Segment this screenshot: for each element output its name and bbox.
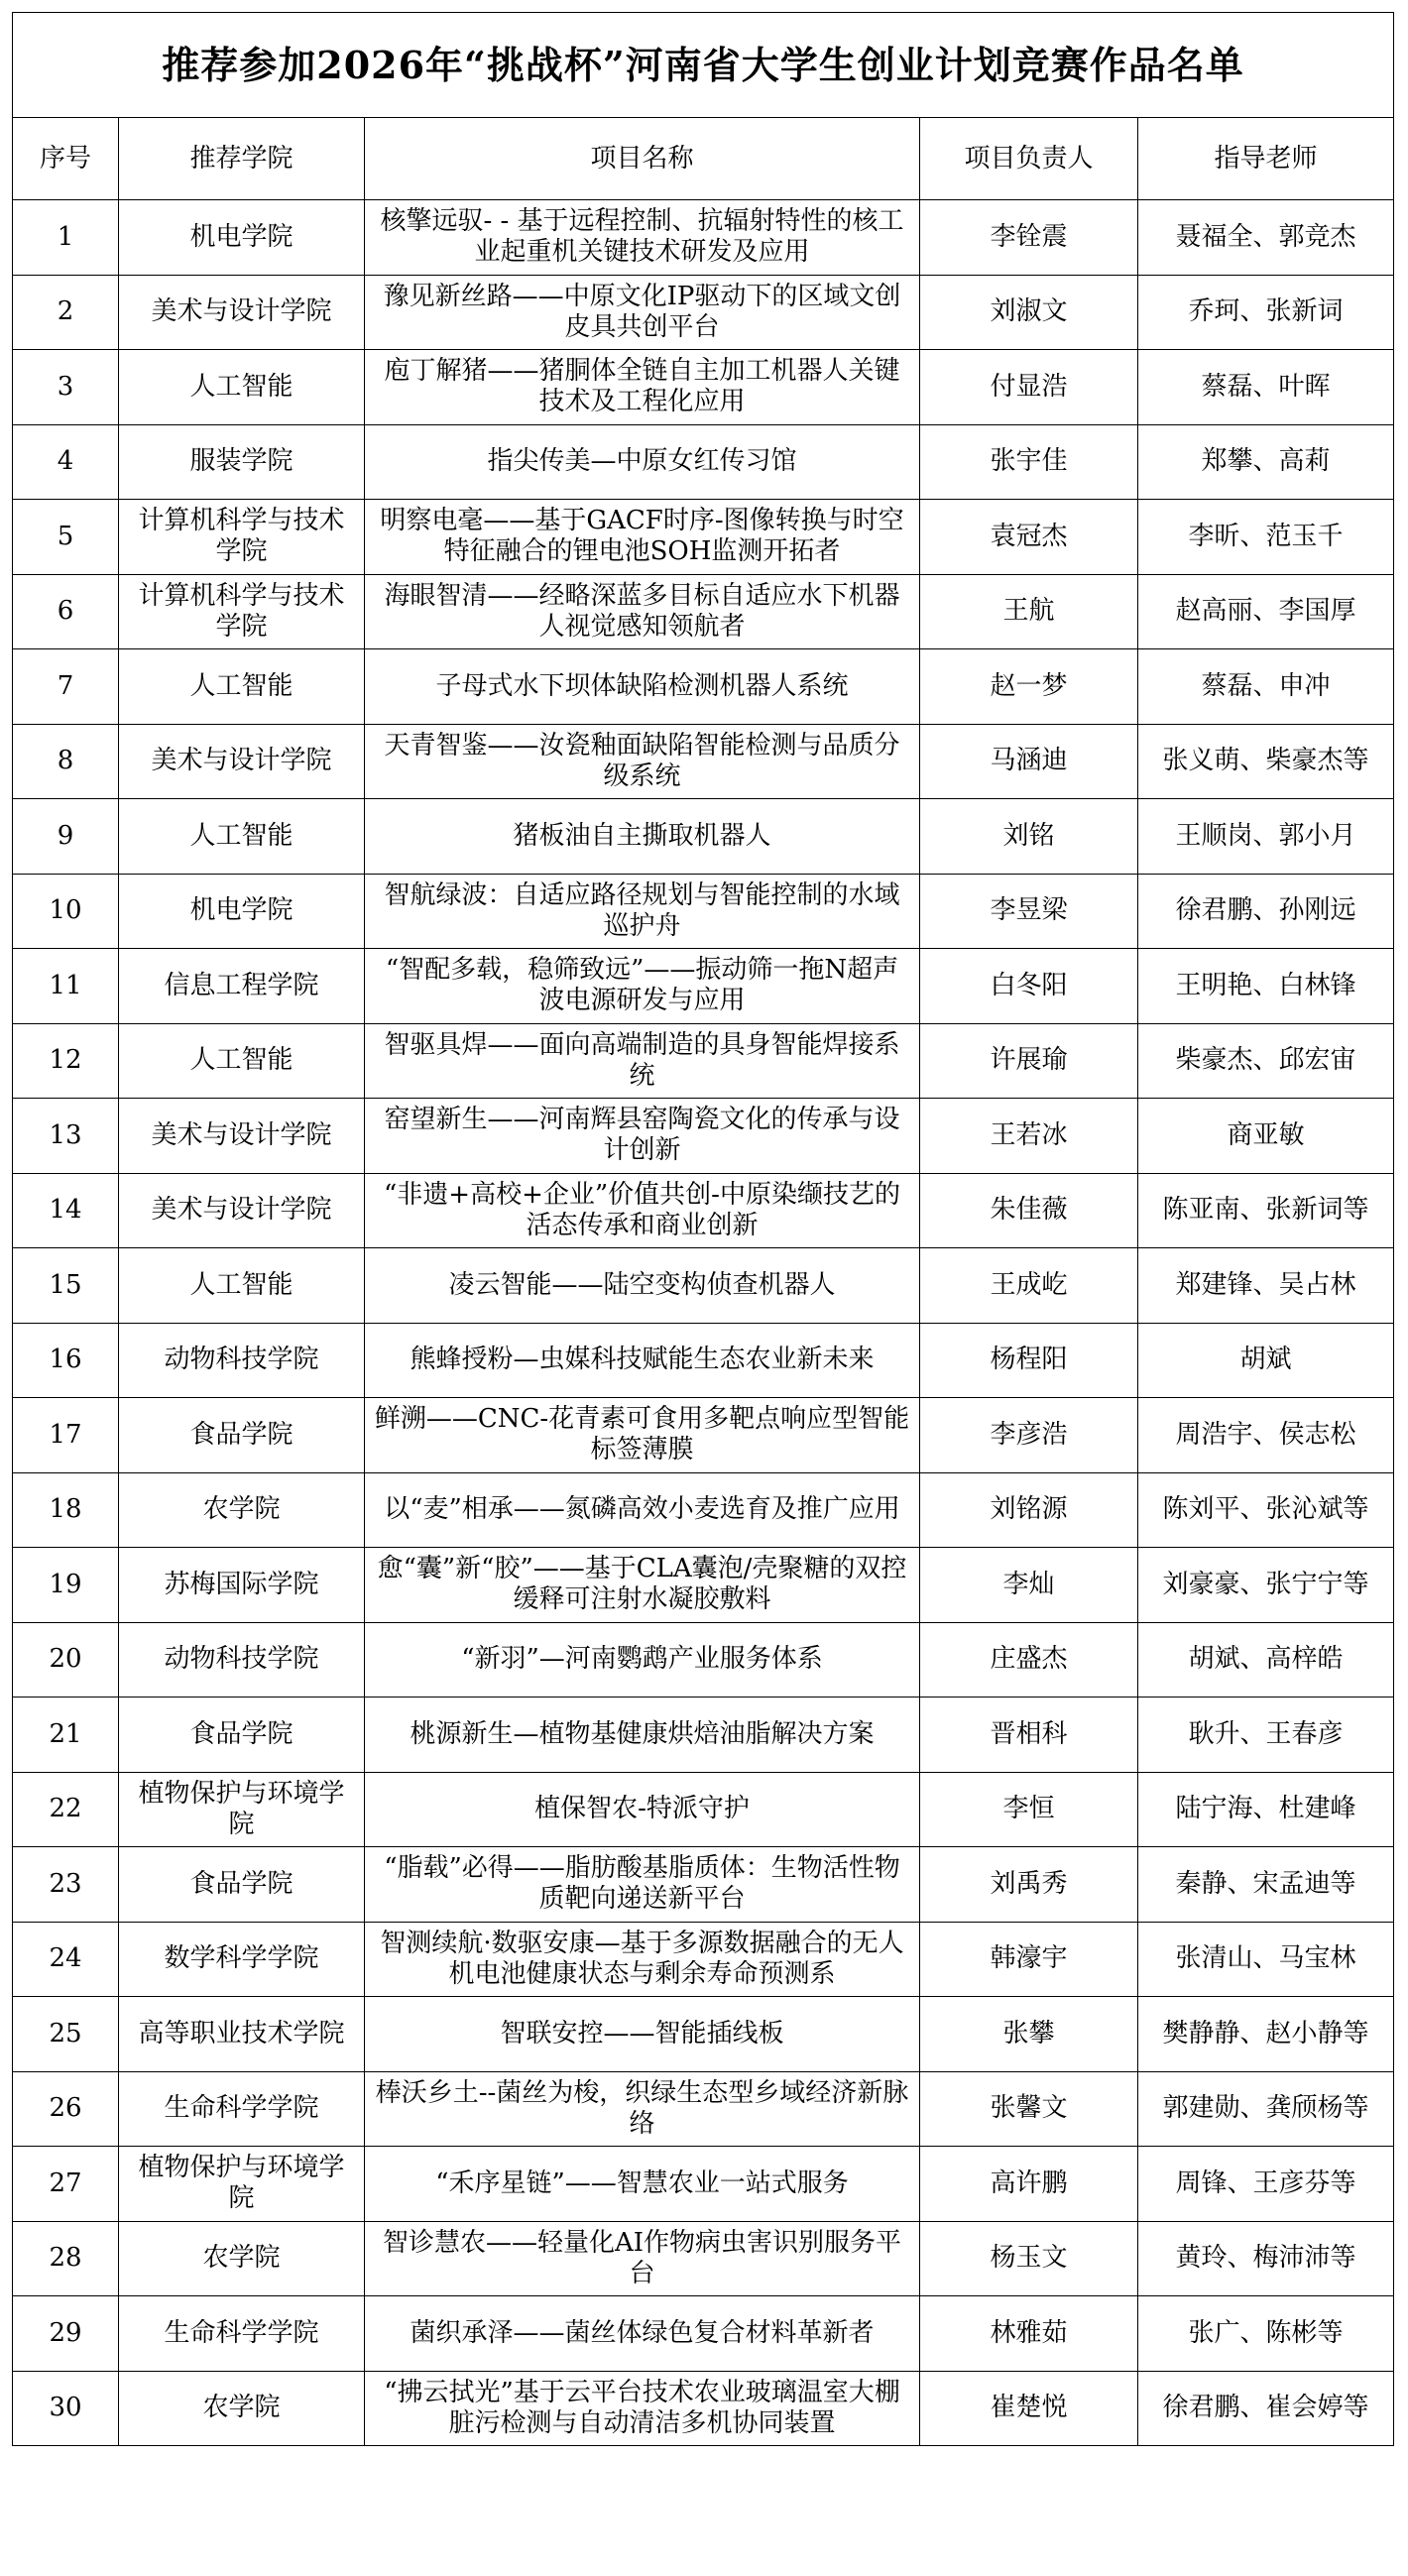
cell-project: “禾序星链”——智慧农业一站式服务	[365, 2147, 920, 2222]
cell-project: 熊蜂授粉—虫媒科技赋能生态农业新未来	[365, 1323, 920, 1398]
cell-project: “新羽”—河南鹦鹉产业服务体系	[365, 1622, 920, 1698]
cell-leader: 赵一梦	[920, 649, 1138, 725]
cell-advisor: 商亚敏	[1138, 1099, 1394, 1174]
cell-no: 8	[13, 724, 119, 799]
cell-college: 动物科技学院	[119, 1323, 365, 1398]
cell-no: 13	[13, 1099, 119, 1174]
table-row	[13, 1922, 1394, 1997]
cell-college: 计算机科学与技术学院	[119, 574, 365, 649]
cell-project: 猪板油自主撕取机器人	[365, 799, 920, 875]
cell-leader: 刘铭	[920, 799, 1138, 875]
cell-project: 以“麦”相承——氮磷高效小麦选育及推广应用	[365, 1472, 920, 1548]
cell-college: 高等职业技术学院	[119, 1997, 365, 2072]
cell-leader: 庄盛杰	[920, 1622, 1138, 1698]
cell-advisor: 王明艳、白林锋	[1138, 949, 1394, 1024]
cell-college: 美术与设计学院	[119, 275, 365, 350]
cell-leader: 李彦浩	[920, 1398, 1138, 1473]
table-row	[13, 1548, 1394, 1623]
cell-leader: 张攀	[920, 1997, 1138, 2072]
table-row	[13, 949, 1394, 1024]
cell-no: 4	[13, 424, 119, 500]
cell-no: 23	[13, 1847, 119, 1923]
cell-no: 16	[13, 1323, 119, 1398]
cell-advisor: 张义萌、柴豪杰等	[1138, 724, 1394, 799]
cell-leader: 李恒	[920, 1772, 1138, 1847]
cell-project: 庖丁解猪——猪胴体全链自主加工机器人关键技术及工程化应用	[365, 350, 920, 425]
cell-advisor: 胡斌	[1138, 1323, 1394, 1398]
cell-no: 26	[13, 2071, 119, 2147]
cell-no: 2	[13, 275, 119, 350]
cell-no: 20	[13, 1622, 119, 1698]
cell-advisor: 蔡磊、申冲	[1138, 649, 1394, 725]
cell-project: 明察电毫——基于GACF时序-图像转换与时空特征融合的锂电池SOH监测开拓者	[365, 500, 920, 575]
cell-project: “智配多载，稳筛致远”——振动筛一拖N超声波电源研发与应用	[365, 949, 920, 1024]
cell-advisor: 陆宁海、杜建峰	[1138, 1772, 1394, 1847]
cell-college: 人工智能	[119, 1023, 365, 1099]
cell-college: 人工智能	[119, 1248, 365, 1324]
cell-project: 桃源新生—植物基健康烘焙油脂解决方案	[365, 1698, 920, 1773]
cell-college: 机电学院	[119, 200, 365, 276]
cell-advisor: 樊静静、赵小静等	[1138, 1997, 1394, 2072]
table-row	[13, 1323, 1394, 1398]
cell-project: “拂云拭光”基于云平台技术农业玻璃温室大棚脏污检测与自动清洁多机协同装置	[365, 2371, 920, 2446]
table-row	[13, 1099, 1394, 1174]
cell-college: 计算机科学与技术学院	[119, 500, 365, 575]
cell-advisor: 胡斌、高梓皓	[1138, 1622, 1394, 1698]
cell-leader: 高许鹏	[920, 2147, 1138, 2222]
cell-advisor: 赵高丽、李国厚	[1138, 574, 1394, 649]
cell-leader: 白冬阳	[920, 949, 1138, 1024]
page-title: 推荐参加2026年“挑战杯”河南省大学生创业计划竞赛作品名单	[13, 13, 1394, 118]
cell-advisor: 徐君鹏、孙刚远	[1138, 874, 1394, 949]
column-header-project: 项目名称	[365, 118, 920, 200]
table-row	[13, 2071, 1394, 2147]
cell-no: 17	[13, 1398, 119, 1473]
cell-college: 植物保护与环境学院	[119, 2147, 365, 2222]
table-row	[13, 1173, 1394, 1248]
cell-college: 农学院	[119, 2221, 365, 2296]
table-row	[13, 500, 1394, 575]
cell-project: 凌云智能——陆空变构侦查机器人	[365, 1248, 920, 1324]
cell-advisor: 乔珂、张新词	[1138, 275, 1394, 350]
cell-college: 美术与设计学院	[119, 1099, 365, 1174]
cell-leader: 张馨文	[920, 2071, 1138, 2147]
cell-leader: 王航	[920, 574, 1138, 649]
table-row	[13, 200, 1394, 276]
cell-leader: 许展瑜	[920, 1023, 1138, 1099]
cell-leader: 马涵迪	[920, 724, 1138, 799]
cell-college: 食品学院	[119, 1847, 365, 1923]
cell-advisor: 郑建锋、吴占林	[1138, 1248, 1394, 1324]
cell-no: 14	[13, 1173, 119, 1248]
cell-college: 人工智能	[119, 649, 365, 725]
cell-no: 28	[13, 2221, 119, 2296]
cell-college: 信息工程学院	[119, 949, 365, 1024]
cell-college: 美术与设计学院	[119, 724, 365, 799]
cell-college: 服装学院	[119, 424, 365, 500]
cell-no: 29	[13, 2296, 119, 2372]
cell-no: 15	[13, 1248, 119, 1324]
cell-project: 菌织承泽——菌丝体绿色复合材料革新者	[365, 2296, 920, 2372]
cell-no: 7	[13, 649, 119, 725]
cell-leader: 刘禹秀	[920, 1847, 1138, 1923]
cell-advisor: 张清山、马宝林	[1138, 1922, 1394, 1997]
cell-project: 智测续航·数驱安康—基于多源数据融合的无人机电池健康状态与剩余寿命预测系	[365, 1922, 920, 1997]
cell-project: 鲜溯——CNC-花青素可食用多靶点响应型智能标签薄膜	[365, 1398, 920, 1473]
cell-no: 30	[13, 2371, 119, 2446]
cell-leader: 刘淑文	[920, 275, 1138, 350]
cell-college: 美术与设计学院	[119, 1173, 365, 1248]
cell-college: 农学院	[119, 2371, 365, 2446]
cell-leader: 李灿	[920, 1548, 1138, 1623]
cell-project: “脂载”必得——脂肪酸基脂质体：生物活性物质靶向递送新平台	[365, 1847, 920, 1923]
cell-project: 智航绿波：自适应路径规划与智能控制的水域巡护舟	[365, 874, 920, 949]
cell-leader: 林雅茹	[920, 2296, 1138, 2372]
cell-project: 智驱具焊——面向高端制造的具身智能焊接系统	[365, 1023, 920, 1099]
cell-project: 植保智农-特派守护	[365, 1772, 920, 1847]
table-row	[13, 1847, 1394, 1923]
cell-no: 5	[13, 500, 119, 575]
cell-project: 愈“囊”新“胶”——基于CLA囊泡/壳聚糖的双控缓释可注射水凝胶敷料	[365, 1548, 920, 1623]
cell-leader: 晋相科	[920, 1698, 1138, 1773]
cell-project: 窑望新生——河南辉县窑陶瓷文化的传承与设计创新	[365, 1099, 920, 1174]
cell-advisor: 李昕、范玉千	[1138, 500, 1394, 575]
column-header-advisor: 指导老师	[1138, 118, 1394, 200]
cell-advisor: 陈刘平、张沁斌等	[1138, 1472, 1394, 1548]
table-row	[13, 2296, 1394, 2372]
cell-advisor: 聂福全、郭竞杰	[1138, 200, 1394, 276]
cell-college: 农学院	[119, 1472, 365, 1548]
cell-project: 豫见新丝路——中原文化IP驱动下的区域文创皮具共创平台	[365, 275, 920, 350]
cell-project: 指尖传美—中原女红传习馆	[365, 424, 920, 500]
cell-college: 动物科技学院	[119, 1622, 365, 1698]
cell-advisor: 张广、陈彬等	[1138, 2296, 1394, 2372]
cell-leader: 杨程阳	[920, 1323, 1138, 1398]
cell-no: 6	[13, 574, 119, 649]
cell-project: 海眼智清——经略深蓝多目标自适应水下机器人视觉感知领航者	[365, 574, 920, 649]
cell-advisor: 刘豪豪、张宁宁等	[1138, 1548, 1394, 1623]
table-header-row	[13, 118, 1394, 200]
cell-advisor: 耿升、王春彦	[1138, 1698, 1394, 1773]
cell-college: 苏梅国际学院	[119, 1548, 365, 1623]
column-header-no: 序号	[13, 118, 119, 200]
cell-leader: 张宇佳	[920, 424, 1138, 500]
cell-project: 核擎远驭- - 基于远程控制、抗辐射特性的核工业起重机关键技术研发及应用	[365, 200, 920, 276]
cell-advisor: 周浩宇、侯志松	[1138, 1398, 1394, 1473]
cell-project: 智诊慧农——轻量化AI作物病虫害识别服务平台	[365, 2221, 920, 2296]
cell-project: 棒沃乡土--菌丝为梭，织绿生态型乡域经济新脉络	[365, 2071, 920, 2147]
cell-college: 生命科学学院	[119, 2296, 365, 2372]
cell-leader: 韩濠宇	[920, 1922, 1138, 1997]
cell-leader: 李铨震	[920, 200, 1138, 276]
table-row	[13, 275, 1394, 350]
cell-no: 22	[13, 1772, 119, 1847]
cell-advisor: 陈亚南、张新词等	[1138, 1173, 1394, 1248]
table-row	[13, 2221, 1394, 2296]
cell-no: 25	[13, 1997, 119, 2072]
cell-no: 1	[13, 200, 119, 276]
cell-leader: 付显浩	[920, 350, 1138, 425]
cell-no: 19	[13, 1548, 119, 1623]
cell-project: 子母式水下坝体缺陷检测机器人系统	[365, 649, 920, 725]
table-row	[13, 2371, 1394, 2446]
column-header-college: 推荐学院	[119, 118, 365, 200]
cell-leader: 王成屹	[920, 1248, 1138, 1324]
cell-college: 机电学院	[119, 874, 365, 949]
cell-college: 人工智能	[119, 799, 365, 875]
cell-project: 天青智鉴——汝瓷釉面缺陷智能检测与品质分级系统	[365, 724, 920, 799]
cell-no: 18	[13, 1472, 119, 1548]
table-row	[13, 1472, 1394, 1548]
document-page	[12, 12, 1393, 2570]
cell-leader: 朱佳薇	[920, 1173, 1138, 1248]
table-row	[13, 1698, 1394, 1773]
cell-no: 12	[13, 1023, 119, 1099]
cell-leader: 王若冰	[920, 1099, 1138, 1174]
table-body	[13, 200, 1394, 2446]
cell-advisor: 郭建勋、龚颀杨等	[1138, 2071, 1394, 2147]
cell-college: 生命科学学院	[119, 2071, 365, 2147]
table-row	[13, 799, 1394, 875]
table-row	[13, 724, 1394, 799]
cell-advisor: 秦静、宋孟迪等	[1138, 1847, 1394, 1923]
cell-college: 食品学院	[119, 1398, 365, 1473]
table-row	[13, 1622, 1394, 1698]
cell-no: 10	[13, 874, 119, 949]
cell-advisor: 王顺岗、郭小月	[1138, 799, 1394, 875]
cell-no: 11	[13, 949, 119, 1024]
cell-leader: 袁冠杰	[920, 500, 1138, 575]
cell-no: 27	[13, 2147, 119, 2222]
table-row	[13, 874, 1394, 949]
column-header-leader: 项目负责人	[920, 118, 1138, 200]
cell-no: 21	[13, 1698, 119, 1773]
table-row	[13, 350, 1394, 425]
cell-college: 数学科学学院	[119, 1922, 365, 1997]
table-row	[13, 574, 1394, 649]
table-row	[13, 1772, 1394, 1847]
cell-leader: 杨玉文	[920, 2221, 1138, 2296]
cell-college: 植物保护与环境学院	[119, 1772, 365, 1847]
table-row	[13, 649, 1394, 725]
table-row	[13, 1398, 1394, 1473]
cell-leader: 李昱梁	[920, 874, 1138, 949]
cell-leader: 刘铭源	[920, 1472, 1138, 1548]
cell-no: 9	[13, 799, 119, 875]
cell-advisor: 周锋、王彦芬等	[1138, 2147, 1394, 2222]
cell-project: “非遗+高校+企业”价值共创-中原染缬技艺的活态传承和商业创新	[365, 1173, 920, 1248]
table-row	[13, 1023, 1394, 1099]
cell-advisor: 蔡磊、叶晖	[1138, 350, 1394, 425]
table-row	[13, 1997, 1394, 2072]
table-row	[13, 1248, 1394, 1324]
cell-no: 24	[13, 1922, 119, 1997]
cell-advisor: 柴豪杰、邱宏宙	[1138, 1023, 1394, 1099]
cell-leader: 崔楚悦	[920, 2371, 1138, 2446]
table-row	[13, 424, 1394, 500]
table-row	[13, 2147, 1394, 2222]
cell-college: 人工智能	[119, 350, 365, 425]
cell-advisor: 黄玲、梅沛沛等	[1138, 2221, 1394, 2296]
cell-project: 智联安控——智能插线板	[365, 1997, 920, 2072]
project-table	[12, 12, 1394, 2446]
cell-advisor: 郑攀、高莉	[1138, 424, 1394, 500]
cell-advisor: 徐君鹏、崔会婷等	[1138, 2371, 1394, 2446]
cell-no: 3	[13, 350, 119, 425]
cell-college: 食品学院	[119, 1698, 365, 1773]
